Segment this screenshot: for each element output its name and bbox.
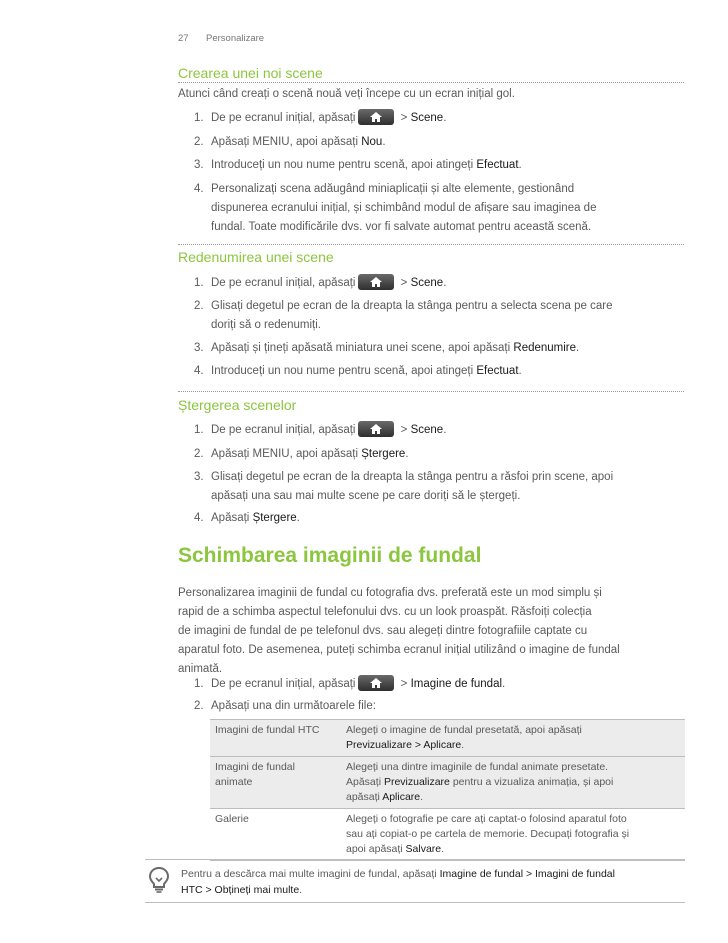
step-emphasis: Imagine de fundal: [410, 678, 503, 691]
step-text: Apăsați MENIU, apoi apăsați: [211, 136, 362, 148]
wallpaper-intro: [178, 584, 690, 679]
desc-emphasis: Previzualizare: [383, 776, 450, 788]
step-end: .: [443, 112, 447, 125]
section-title-rename: Redenumirea unei scene: [178, 249, 334, 265]
step-line: apăsați una sau mai multe scene pe care doriți să le ștergeți.: [211, 490, 521, 502]
home-icon: [358, 109, 394, 125]
para-line: Personalizarea imaginii de fundal cu fotografia dvs. preferată este un mod simplu și: [178, 587, 602, 599]
option-description: [341, 720, 685, 757]
step-text: Apăsați MENIU, apoi apăsați: [211, 448, 362, 460]
header-section: Personalizare: [206, 33, 265, 44]
option-description: [341, 809, 685, 861]
step-number: 2.: [194, 700, 204, 712]
step-emphasis: Scene: [410, 277, 444, 290]
section-title-create: Crearea unei noi scene: [178, 65, 323, 81]
step-end: .: [382, 136, 386, 148]
step-number: 1.: [194, 277, 204, 289]
step-number: 3.: [194, 471, 204, 483]
desc-emphasis: Salvare: [405, 843, 442, 855]
step-text: Apăsați: [211, 512, 253, 524]
home-icon: [358, 421, 394, 437]
step-emphasis: Nou: [361, 136, 383, 148]
step-text: De pe ecranul inițial, apăsați: [211, 112, 356, 125]
section-title-delete: Ștergerea scenelor: [178, 397, 297, 413]
step-emphasis: Scene: [410, 112, 444, 125]
step-line: doriți să o redenumiți.: [211, 319, 321, 331]
step-line: dispunerea ecranului inițial, și schimbând modul de afișare sau imaginea de: [211, 202, 597, 214]
step-emphasis: Efectuat: [476, 159, 519, 171]
para-line: rapid de a schimba aspectul telefonului dvs. cu un look proaspăt. Răsfoiți colecția: [178, 606, 592, 618]
desc-end: .: [420, 791, 424, 803]
step-number: 2.: [194, 300, 204, 312]
step-number: 3.: [194, 159, 204, 171]
step-number: 4.: [194, 365, 204, 377]
section-divider: [178, 244, 684, 245]
option-description: [341, 757, 685, 809]
page-number: 27: [178, 33, 189, 44]
step-separator: >: [397, 112, 411, 125]
step-text: Apăsați una din următoarele file:: [211, 700, 376, 712]
option-name: [210, 809, 341, 861]
step-end: .: [405, 448, 409, 460]
step-end: .: [518, 159, 522, 171]
section-divider: [178, 82, 684, 83]
tip-line: Pentru a descărca mai multe imagini de fundal, apăsați: [181, 868, 440, 880]
step-line: Personalizați scena adăugând miniaplicații și alte elemente, gestionând: [211, 183, 575, 195]
step-number: 4.: [194, 512, 204, 524]
desc-emphasis: Previzualizare > Aplicare: [346, 739, 462, 751]
step-end: .: [502, 678, 506, 691]
option-label: Galerie: [215, 813, 249, 825]
desc-line: Alegeți o imagine de fundal presetată, apoi apăsați: [346, 724, 582, 736]
step-line: Glisați degetul pe ecran de la dreapta la stânga pentru a răsfoi prin scene, apoi: [211, 471, 614, 483]
section-intro: Atunci când creați o scenă nouă veți începe cu un ecran inițial gol.: [178, 88, 515, 100]
option-name: [210, 720, 341, 757]
section-title-wallpaper: Schimbarea imaginii de fundal: [178, 544, 482, 567]
desc-line: Alegeți una dintre imaginile de fundal animate presetate.: [346, 761, 609, 773]
desc-text: apoi apăsați: [346, 843, 406, 855]
table-row: [210, 757, 685, 809]
para-line: aparatul foto. De asemenea, puteți schimba ecranul inițial utilizând o imagine de fundal: [178, 644, 620, 656]
step-emphasis: Efectuat: [476, 365, 519, 377]
desc-text: apăsați: [346, 791, 383, 803]
para-line: de imagini de fundal de pe telefonul dvs. sau alegeți dintre fotografiile captate cu: [178, 625, 588, 637]
desc-line: Alegeți o fotografie pe care ați captat-o folosind aparatul foto: [346, 813, 627, 825]
step-line: Glisați degetul pe ecran de la dreapta la stânga pentru a selecta scena pe care: [211, 300, 613, 312]
table-row: [210, 809, 685, 861]
home-icon: [358, 274, 394, 290]
tip-text: [181, 866, 681, 898]
running-header: [178, 33, 264, 44]
desc-text: Apăsați: [346, 776, 384, 788]
step-emphasis: Ștergere: [252, 512, 297, 524]
step-text: Introduceți un nou nume pentru scenă, apoi atingeți: [211, 159, 477, 171]
step-emphasis: Scene: [410, 424, 444, 437]
option-label: Imagini de fundal: [215, 761, 295, 773]
tip-emphasis: HTC > Obțineți mai multe: [181, 884, 300, 896]
tip-end: .: [299, 884, 303, 896]
desc-text: pentru a vizualiza animația, și apoi: [449, 776, 614, 788]
step-number: 2.: [194, 136, 204, 148]
lightbulb-icon: [145, 865, 173, 893]
step-separator: >: [397, 678, 411, 691]
section-divider: [178, 391, 684, 392]
option-label: Imagini de fundal HTC: [215, 724, 320, 736]
tip-emphasis: Imagine de fundal > Imagini de fundal: [439, 868, 615, 880]
step-number: 1.: [194, 112, 204, 124]
step-number: 2.: [194, 448, 204, 460]
step-end: .: [296, 512, 300, 524]
home-icon: [358, 675, 394, 691]
desc-end: .: [461, 739, 465, 751]
desc-end: .: [441, 843, 445, 855]
desc-line: sau ați copiat-o pe cartela de memorie. Decupați fotografia și: [346, 828, 630, 840]
step-emphasis: Redenumire: [513, 342, 577, 354]
desc-emphasis: Aplicare: [382, 791, 421, 803]
option-label: animate: [215, 776, 253, 788]
step-end: .: [576, 342, 580, 354]
step-text: Introduceți un nou nume pentru scenă, apoi atingeți: [211, 365, 477, 377]
table-row: [210, 720, 685, 757]
step-emphasis: Ștergere: [361, 448, 406, 460]
step-text: De pe ecranul inițial, apăsați: [211, 277, 356, 290]
step-number: 3.: [194, 342, 204, 354]
step-line: fundal. Toate modificările dvs. vor fi salvate automat pentru această scenă.: [211, 221, 592, 233]
para-line: animată.: [178, 663, 223, 675]
step-separator: >: [397, 424, 411, 437]
step-text: De pe ecranul inițial, apăsați: [211, 424, 356, 437]
step-separator: >: [397, 277, 411, 290]
option-name: [210, 757, 341, 809]
wallpaper-options-table: [210, 719, 685, 861]
step-number: 1.: [194, 678, 204, 690]
step-end: .: [443, 277, 447, 290]
step-number: 1.: [194, 424, 204, 436]
step-number: 4.: [194, 183, 204, 195]
step-end: .: [518, 365, 522, 377]
tip-box: [145, 859, 685, 903]
step-end: .: [443, 424, 447, 437]
step-text: De pe ecranul inițial, apăsați: [211, 678, 356, 691]
step-text: Apăsați și țineți apăsată miniatura unei scene, apoi apăsați: [211, 342, 514, 354]
